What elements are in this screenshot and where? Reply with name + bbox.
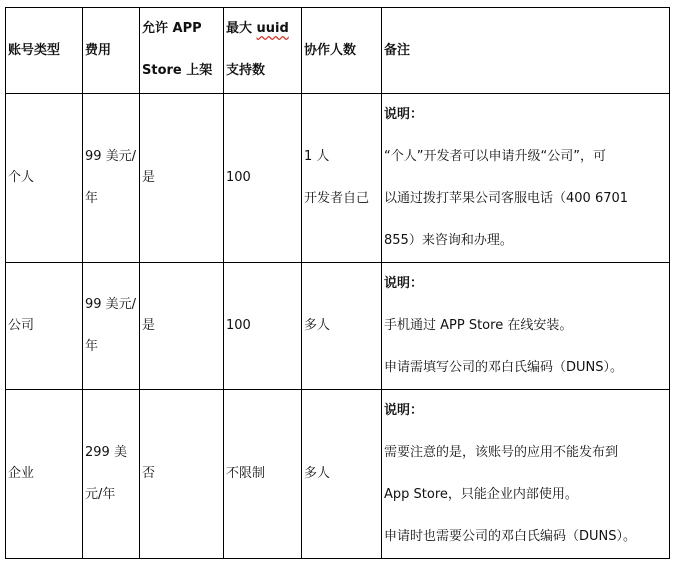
header-fee: 费用: [83, 8, 140, 94]
spellcheck-underline: uuid: [256, 21, 289, 36]
cell-fee: 299 美 元/年: [83, 390, 140, 559]
cell-app-store: 否: [140, 390, 224, 559]
cell-collaborators: 多人: [302, 263, 382, 390]
header-app-store: 允许 APP Store 上架: [140, 8, 224, 94]
table-row: [6, 94, 670, 263]
header-notes: 备注: [382, 8, 670, 94]
cell-account-type: 个人: [6, 94, 83, 263]
cell-collaborators: 多人: [302, 390, 382, 559]
cell-fee: 99 美元/ 年: [83, 263, 140, 390]
cell-max-uuid: 不限制: [224, 390, 302, 559]
cell-notes: 说明： “个人”开发者可以申请升级“公司”，可 以通过拨打苹果公司客服电话（400 6701 855）来咨询和办理。: [382, 94, 670, 263]
cell-app-store: 是: [140, 94, 224, 263]
cell-collaborators: 1 人 开发者自己: [302, 94, 382, 263]
header-account-type: 账号类型: [6, 8, 83, 94]
cell-max-uuid: 100: [224, 94, 302, 263]
cell-fee: 99 美元/ 年: [83, 94, 140, 263]
header-max-uuid: 最大 uuid 支持数: [224, 8, 302, 94]
cell-account-type: 公司: [6, 263, 83, 390]
account-type-table: [5, 7, 670, 559]
header-collaborators: 协作人数: [302, 8, 382, 94]
cell-max-uuid: 100: [224, 263, 302, 390]
table-row: [6, 390, 670, 559]
cell-notes: 说明： 需要注意的是，该账号的应用不能发布到 App Store，只能企业内部使用。 申请时也需要公司的邓白氏编码（DUNS）。: [382, 390, 670, 559]
cell-notes: 说明： 手机通过 APP Store 在线安装。 申请需填写公司的邓白氏编码（DUNS）。: [382, 263, 670, 390]
cell-account-type: 企业: [6, 390, 83, 559]
table-row: [6, 263, 670, 390]
header-row: [6, 8, 670, 94]
cell-app-store: 是: [140, 263, 224, 390]
